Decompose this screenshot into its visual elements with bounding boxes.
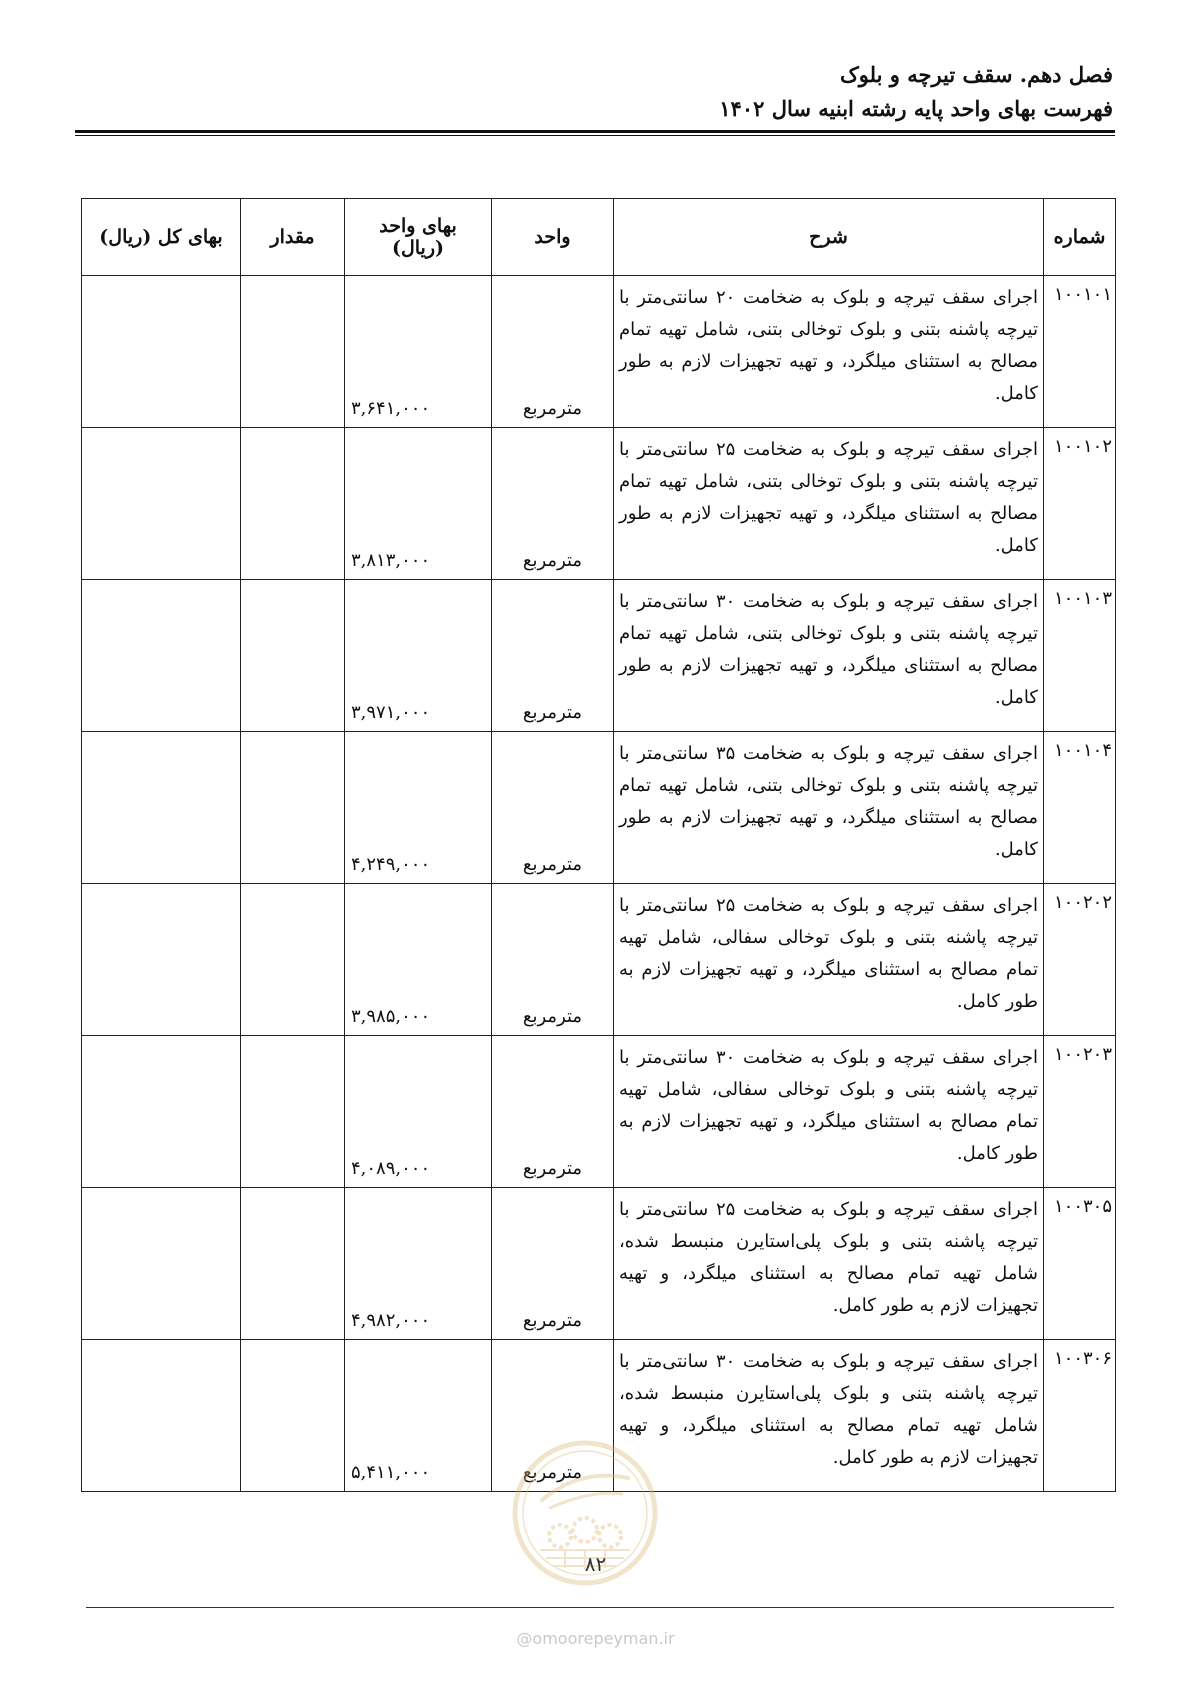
item-number: ۱۰۰۱۰۱ (1044, 276, 1116, 428)
item-unit-price: ۴,۲۴۹,۰۰۰ (345, 732, 492, 884)
item-unit: مترمربع (492, 732, 614, 884)
col-header-number: شماره (1044, 199, 1116, 276)
page-header (719, 58, 1113, 126)
item-quantity (241, 276, 345, 428)
unit-price-currency: (ریال) (391, 237, 445, 259)
item-number: ۱۰۰۲۰۲ (1044, 884, 1116, 1036)
table-row (82, 1036, 1116, 1188)
item-quantity (241, 428, 345, 580)
item-number: ۱۰۰۳۰۶ (1044, 1340, 1116, 1492)
item-total-price (82, 732, 241, 884)
item-number: ۱۰۰۱۰۴ (1044, 732, 1116, 884)
item-description: اجرای سقف تیرچه و بلوک به ضخامت ۲۵ سانتی‌متر با تیرچه پاشنه بتنی و بلوک توخالی سفالی، شامل تهیه تمام مصالح به استثنای میلگرد، و تهیه تجهیزات لازم به طور کامل. (614, 884, 1044, 1036)
header-rule-thin (75, 135, 1115, 136)
item-unit: مترمربع (492, 276, 614, 428)
col-header-quantity: مقدار (241, 199, 345, 276)
item-description: اجرای سقف تیرچه و بلوک به ضخامت ۲۵ سانتی‌متر با تیرچه پاشنه بتنی و بلوک پلی‌استایرن منبسط شده، شامل تهیه تمام مصالح به استثنای میلگرد، و تهیه تجهیزات لازم به طور کامل. (614, 1188, 1044, 1340)
item-number: ۱۰۰۱۰۳ (1044, 580, 1116, 732)
item-number: ۱۰۰۲۰۳ (1044, 1036, 1116, 1188)
item-unit: مترمربع (492, 1340, 614, 1492)
item-unit-price: ۵,۴۱۱,۰۰۰ (345, 1340, 492, 1492)
page-number: ۸۲ (584, 1552, 607, 1576)
table-row (82, 884, 1116, 1036)
item-total-price (82, 1340, 241, 1492)
item-description: اجرای سقف تیرچه و بلوک به ضخامت ۳۰ سانتی‌متر با تیرچه پاشنه بتنی و بلوک پلی‌استایرن منبسط شده، شامل تهیه تمام مصالح به استثنای میلگرد، و تهیه تجهیزات لازم به طور کامل. (614, 1340, 1044, 1492)
item-number: ۱۰۰۱۰۲ (1044, 428, 1116, 580)
col-header-unit: واحد (492, 199, 614, 276)
table-row (82, 276, 1116, 428)
item-description: اجرای سقف تیرچه و بلوک به ضخامت ۳۰ سانتی‌متر با تیرچه پاشنه بتنی و بلوک توخالی بتنی، شامل تهیه تمام مصالح به استثنای میلگرد، و تهیه تجهیزات لازم به طور کامل. (614, 580, 1044, 732)
col-header-total-price: بهای کل (ریال) (82, 199, 241, 276)
item-description: اجرای سقف تیرچه و بلوک به ضخامت ۳۵ سانتی‌متر با تیرچه پاشنه بتنی و بلوک توخالی بتنی، شامل تهیه تمام مصالح به استثنای میلگرد، و تهیه تجهیزات لازم به طور کامل. (614, 732, 1044, 884)
item-unit: مترمربع (492, 428, 614, 580)
item-total-price (82, 580, 241, 732)
header-rule-thick (75, 130, 1115, 133)
item-unit: مترمربع (492, 1036, 614, 1188)
item-unit-price: ۴,۹۸۲,۰۰۰ (345, 1188, 492, 1340)
price-table (81, 198, 1116, 1492)
item-quantity (241, 1188, 345, 1340)
item-description: اجرای سقف تیرچه و بلوک به ضخامت ۲۰ سانتی‌متر با تیرچه پاشنه بتنی و بلوک توخالی بتنی، شامل تهیه تمام مصالح به استثنای میلگرد، و تهیه تجهیزات لازم به طور کامل. (614, 276, 1044, 428)
table-row (82, 428, 1116, 580)
item-total-price (82, 884, 241, 1036)
item-number: ۱۰۰۳۰۵ (1044, 1188, 1116, 1340)
item-unit-price: ۳,۹۷۱,۰۰۰ (345, 580, 492, 732)
item-total-price (82, 1036, 241, 1188)
item-unit-price: ۳,۹۸۵,۰۰۰ (345, 884, 492, 1036)
item-quantity (241, 732, 345, 884)
item-quantity (241, 580, 345, 732)
item-unit-price: ۴,۰۸۹,۰۰۰ (345, 1036, 492, 1188)
table-row (82, 732, 1116, 884)
item-quantity (241, 884, 345, 1036)
col-header-unit-price (345, 199, 492, 276)
item-quantity (241, 1340, 345, 1492)
item-unit: مترمربع (492, 1188, 614, 1340)
table-row (82, 1188, 1116, 1340)
item-unit: مترمربع (492, 884, 614, 1036)
item-quantity (241, 1036, 345, 1188)
table-row (82, 580, 1116, 732)
item-total-price (82, 276, 241, 428)
chapter-title: فصل دهم. سقف تیرچه و بلوک (840, 62, 1113, 87)
item-unit: مترمربع (492, 580, 614, 732)
item-description: اجرای سقف تیرچه و بلوک به ضخامت ۲۵ سانتی‌متر با تیرچه پاشنه بتنی و بلوک توخالی بتنی، شامل تهیه تمام مصالح به استثنای میلگرد، و تهیه تجهیزات لازم به طور کامل. (614, 428, 1044, 580)
table-header-row (82, 199, 1116, 276)
website-watermark: @omoorepeyman.ir (516, 1629, 675, 1648)
item-description: اجرای سقف تیرچه و بلوک به ضخامت ۳۰ سانتی‌متر با تیرچه پاشنه بتنی و بلوک توخالی سفالی، شامل تهیه تمام مصالح به استثنای میلگرد، و تهیه تجهیزات لازم به طور کامل. (614, 1036, 1044, 1188)
item-unit-price: ۳,۶۴۱,۰۰۰ (345, 276, 492, 428)
price-list-title: فهرست بهای واحد پایه رشته ابنیه سال ۱۴۰۲ (719, 96, 1113, 121)
unit-price-label: بهای واحد (379, 215, 457, 237)
col-header-description: شرح (614, 199, 1044, 276)
footer-rule (86, 1607, 1114, 1608)
item-unit-price: ۳,۸۱۳,۰۰۰ (345, 428, 492, 580)
item-total-price (82, 1188, 241, 1340)
item-total-price (82, 428, 241, 580)
